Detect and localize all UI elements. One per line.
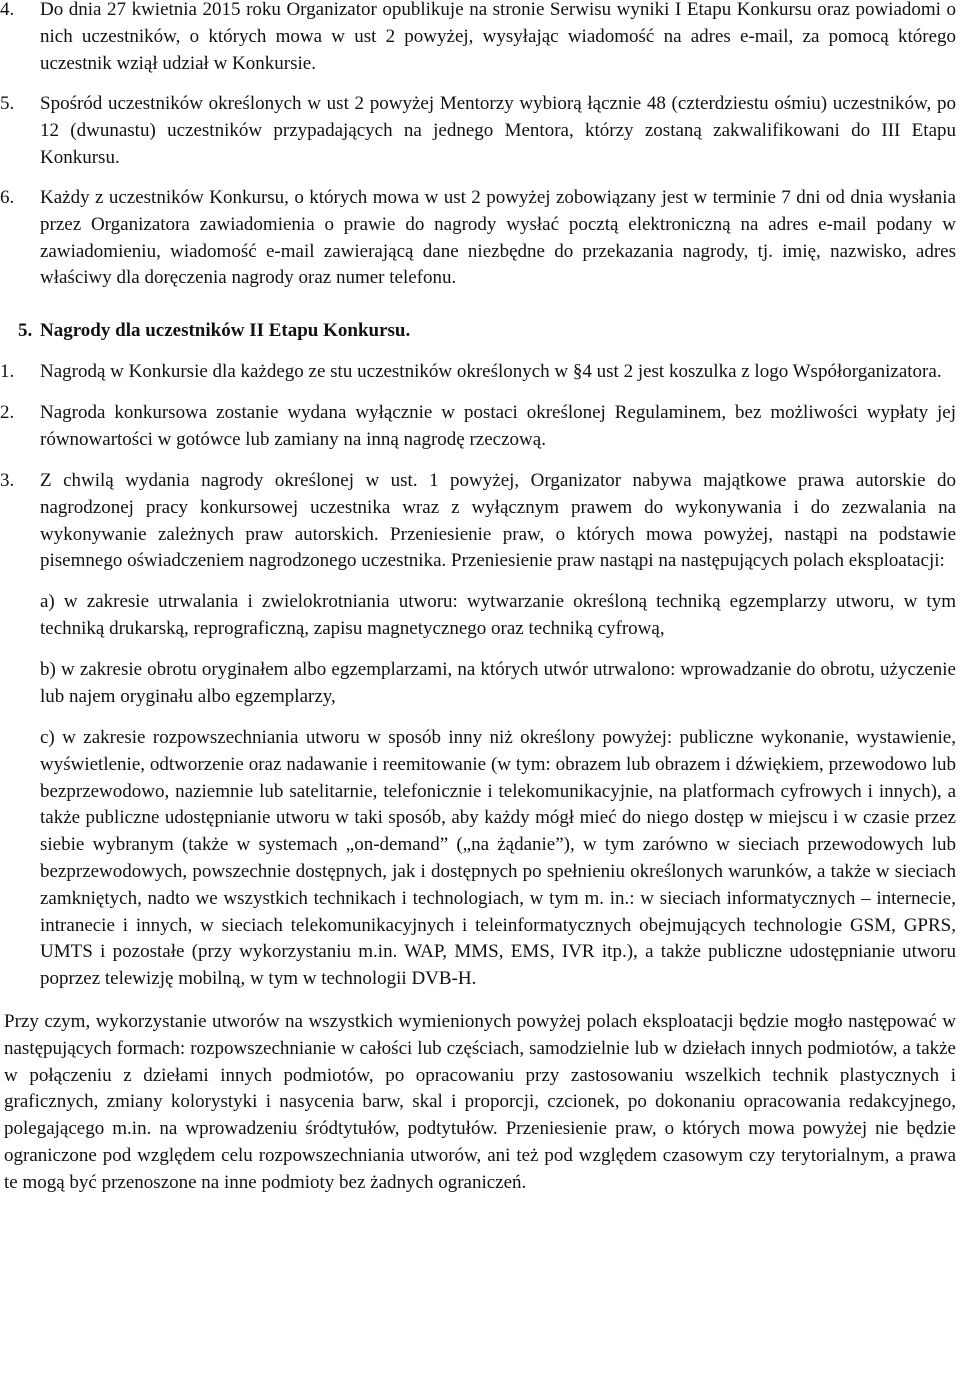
item-number: 3. (0, 470, 15, 491)
exploitation-field-a: a) w zakresie utrwalania i zwielokrotniania utworu: wytwarzanie określoną techniką egzemplarzy utworu, w tym techniką drukarską, reprograficzną, zapisu magnetycznego oraz techniką cyfrową, (40, 591, 956, 639)
list-item (0, 400, 956, 454)
item-number: 6. (0, 187, 15, 208)
list-item (0, 0, 956, 77)
item-text: Z chwilą wydania nagrody określonej w ust. 1 powyżej, Organizator nabywa majątkowe prawa autorskie do nagrodzonej pracy konkursowej uczestnika wraz z wyłącznym prawem do wykonywania i do zezwalania na wykonywanie zależnych praw autorskich. Przeniesienie praw, o których mowa powyżej, nastąpi na podstawie pisemnego oświadczeniem nagrodzonego uczestnika. Przeniesienie praw nastąpi na następujących polach eksploatacji: (40, 470, 956, 572)
exploitation-field-c: c) w zakresie rozpowszechniania utworu w sposób inny niż określony powyżej: publiczne wykonanie, wystawienie, wyświetlenie, odtworzenie oraz nadawanie i reemitowanie (w tym: obrazem lub obrazem i dźwiękiem, przewodowo lub bezprzewodowo, naziemnie lub satelitarnie, telefonicznie i telekomunikacyjnie, na platformach cyfrowych i innych), a także publiczne udostępnianie utworu w taki sposób, aby każdy mógł mieć do niego dostęp w miejscu i w czasie przez siebie wybranym (także w systemach „on-demand” („na żądanie”), w tym zarówno w sieciach przewodowych lub bezprzewodowych, powszechnie dostępnych, jak i dostępnych po spełnieniu określonych warunków, a także w sieciach zamkniętych, nadto we wszystkich technikach i technologiach, w tym m. in.: w sieciach informatycznych – internecie, intranecie i innych, w sieciach telekomunikacyjnych i teleinformatycznych obejmujących technologie GSM, GPRS, UMTS i pozostałe (przy wykorzystaniu m.in. WAP, MMS, EMS, IVR itp.), a także publiczne udostępnianie utworu poprzez telewizję mobilną, w tym w technologii DVB-H. (40, 727, 956, 990)
item-number: 4. (0, 0, 15, 20)
item-number: 5. (0, 93, 15, 114)
item-number: 1. (0, 361, 15, 382)
section-title: Nagrody dla uczestników II Etapu Konkursu. (40, 320, 411, 341)
item-number: 2. (0, 402, 15, 423)
list-item (0, 468, 956, 575)
item-text: Nagroda konkursowa zostanie wydana wyłącznie w postaci określonej Regulaminem, bez możliwości wypłaty jej równowartości w gotówce lub zamiany na inną nagrodę rzeczową. (40, 402, 956, 450)
item-text: Spośród uczestników określonych w ust 2 powyżej Mentorzy wybiorą łącznie 48 (czterdziestu ośmiu) uczestników, po 12 (dwunastu) uczestników przypadających na jednego Mentora, którzy zostaną zakwalifikowani do III Etapu Konkursu. (40, 93, 956, 168)
section-number: 5. (18, 320, 33, 341)
exploitation-field-b: b) w zakresie obrotu oryginałem albo egzemplarzami, na których utwór utrwalono: wprowadzanie do obrotu, użyczenie lub najem oryginału albo egzemplarzy, (40, 659, 956, 707)
item-text: Do dnia 27 kwietnia 2015 roku Organizator opublikuje na stronie Serwisu wyniki I Etapu Konkursu oraz powiadomi o nich uczestników, o których mowa w ust 2 powyżej, wysyłając wiadomość na adres e-mail, za pomocą którego uczestnik wziął udział w Konkursie. (40, 0, 956, 74)
item-text: Nagrodą w Konkursie dla każdego ze stu uczestników określonych w §4 ust 2 jest koszulka z logo Współorganizatora. (40, 361, 942, 382)
list-item (0, 359, 956, 386)
list-item (0, 91, 956, 171)
item-text: Każdy z uczestników Konkursu, o których mowa w ust 2 powyżej zobowiązany jest w terminie 7 dni od dnia wysłania przez Organizatora zawiadomienia o prawie do nagrody wysłać pocztą elektroniczną na adres e-mail podany w zawiadomieniu, wiadomość e-mail zawierającą dane niezbędne do przekazania nagrody, tj. imię, nazwisko, adres właściwy dla doręczenia nagrody oraz numer telefonu. (40, 187, 956, 289)
section-heading (18, 318, 411, 345)
list-item (0, 185, 956, 292)
closing-paragraph: Przy czym, wykorzystanie utworów na wszystkich wymienionych powyżej polach eksploatacji będzie mogło następować w następujących formach: rozpowszechnianie w całości lub częściach, samodzielnie lub w dziełach innych podmiotów, a także w połączeniu z dziełami innych podmiotów, po opracowaniu przy zastosowaniu wszelkich technik plastycznych i graficznych, zmiany kolorystyki i nasycenia barw, skal i proporcji, czcionek, po dokonaniu opracowania redakcyjnego, polegającego m.in. na wprowadzeniu śródtytułów, podtytułów. Przeniesienie praw, o których mowa powyżej nie będzie ograniczone pod względem celu rozpowszechniania utworów, ani też pod względem czasowym czy terytorialnym, a prawa te mogą być przenoszone na inne podmioty bez żadnych ograniczeń. (4, 1011, 956, 1193)
